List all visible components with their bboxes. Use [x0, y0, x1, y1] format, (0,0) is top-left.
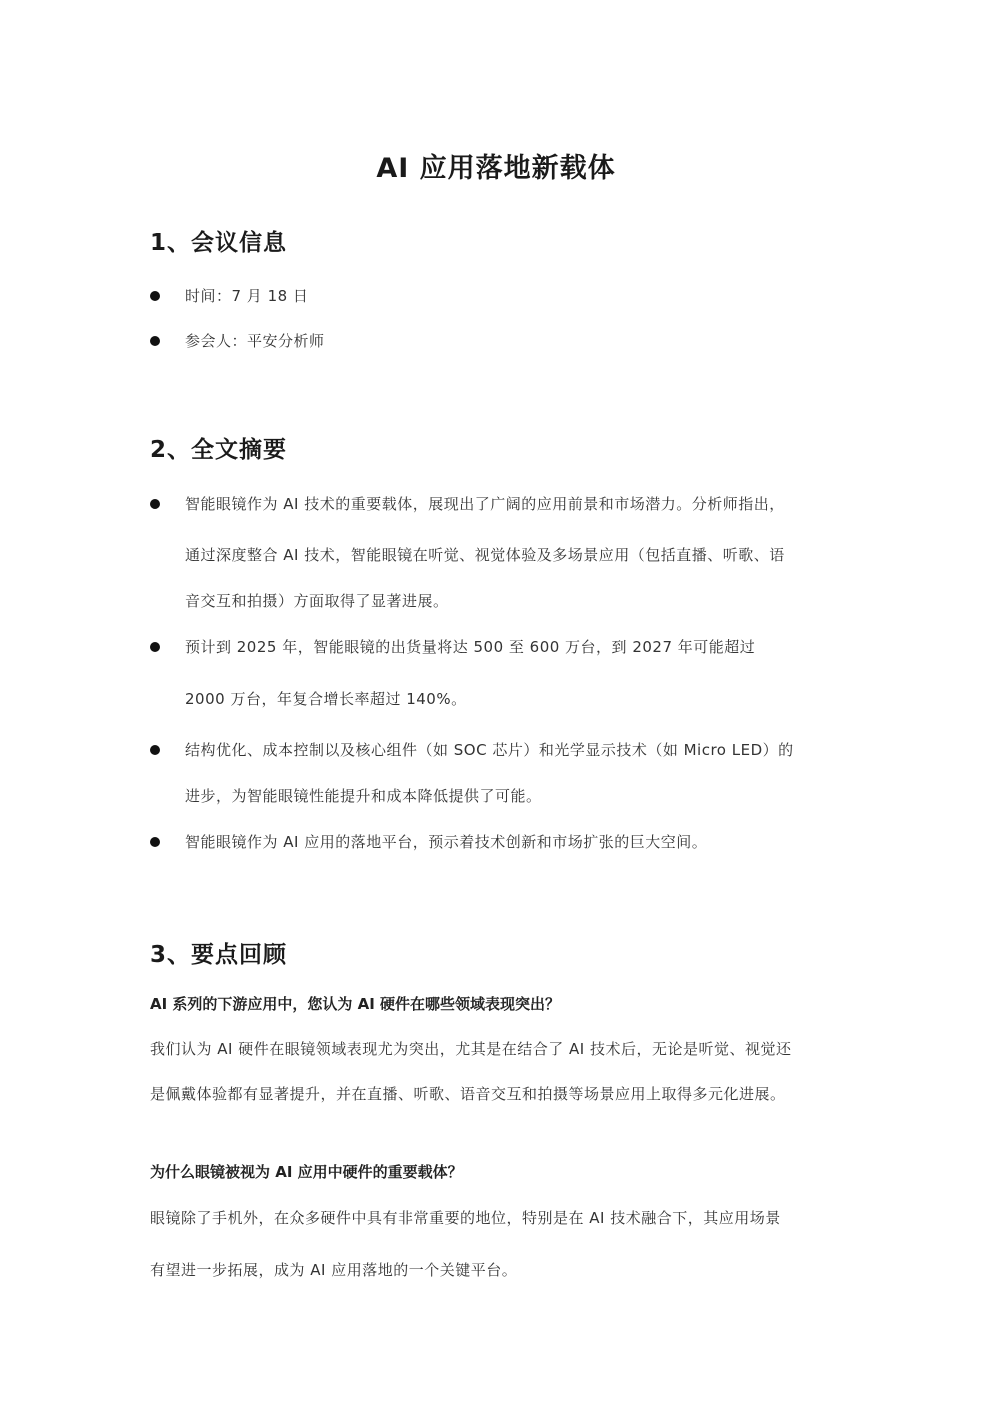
answer-line: 有望进一步拓展，成为 AI 应用落地的一个关键平台。: [150, 1261, 518, 1279]
summary-line: 2000 万台，年复合增长率超过 140%。: [185, 690, 467, 708]
bullet-icon: [150, 837, 160, 847]
bullet-icon: [150, 745, 160, 755]
meeting-time: 时间：7 月 18 日: [185, 287, 309, 305]
question-heading: AI 系列的下游应用中，您认为 AI 硬件在哪些领域表现突出？: [150, 995, 561, 1013]
bullet-icon: [150, 336, 160, 346]
bullet-icon: [150, 642, 160, 652]
summary-line: 结构优化、成本控制以及核心组件（如 SOC 芯片）和光学显示技术（如 Micro LED）的: [185, 741, 794, 759]
section-heading-summary: 2、全文摘要: [150, 437, 288, 463]
summary-line: 音交互和拍摄）方面取得了显著进展。: [185, 592, 449, 610]
section-heading-meeting-info: 1、会议信息: [150, 230, 288, 256]
summary-line: 预计到 2025 年，智能眼镜的出货量将达 500 至 600 万台，到 2027 年可能超过: [185, 638, 756, 656]
summary-line: 智能眼镜作为 AI 应用的落地平台，预示着技术创新和市场扩张的巨大空间。: [185, 833, 708, 851]
answer-line: 是佩戴体验都有显著提升，并在直播、听歌、语音交互和拍摄等场景应用上取得多元化进展。: [150, 1085, 786, 1103]
summary-line: 通过深度整合 AI 技术，智能眼镜在听觉、视觉体验及多场景应用（包括直播、听歌、语: [185, 546, 785, 564]
section-heading-key-points: 3、要点回顾: [150, 942, 288, 968]
summary-line: 智能眼镜作为 AI 技术的重要载体，展现出了广阔的应用前景和市场潜力。分析师指出，: [185, 495, 785, 513]
bullet-icon: [150, 499, 160, 509]
meeting-participants: 参会人：平安分析师: [185, 332, 325, 350]
answer-line: 眼镜除了手机外，在众多硬件中具有非常重要的地位，特别是在 AI 技术融合下，其应用场景: [150, 1209, 781, 1227]
document-title: AI 应用落地新载体: [376, 153, 616, 184]
answer-line: 我们认为 AI 硬件在眼镜领域表现尤为突出，尤其是在结合了 AI 技术后，无论是听觉、视觉还: [150, 1040, 792, 1058]
summary-line: 进步，为智能眼镜性能提升和成本降低提供了可能。: [185, 787, 542, 805]
bullet-icon: [150, 291, 160, 301]
question-heading: 为什么眼镜被视为 AI 应用中硬件的重要载体？: [150, 1163, 463, 1181]
